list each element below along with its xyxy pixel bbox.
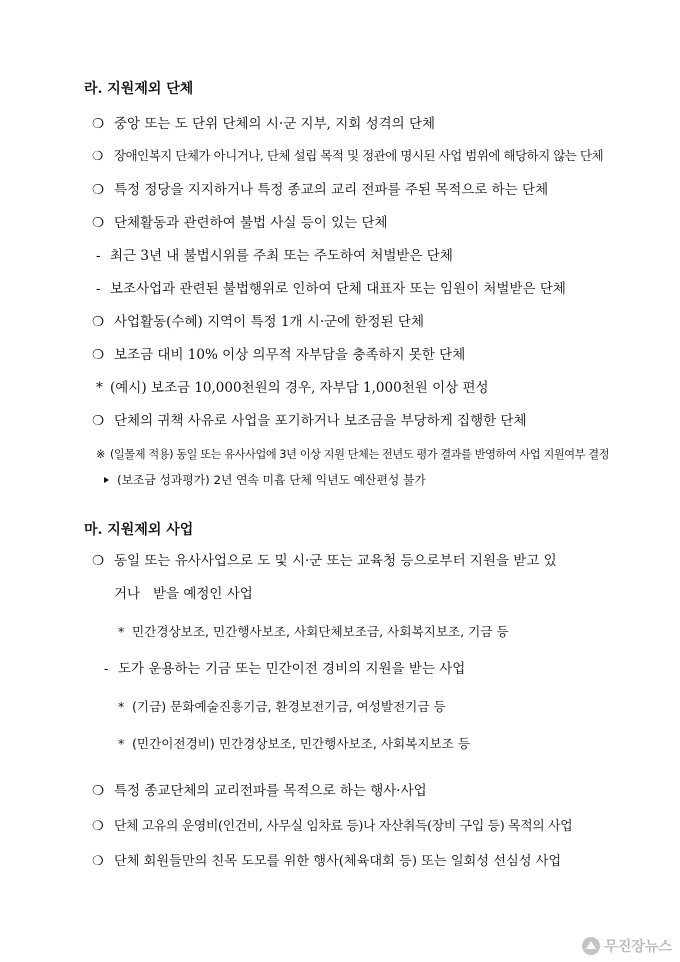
circle-bullet-icon: ❍	[92, 182, 105, 198]
list-item: - 최근 3년 내 불법시위를 주최 또는 주도하여 처벌받은 단체	[96, 248, 453, 264]
star-bullet: *	[118, 624, 125, 639]
list-item: ❍ 사업활동(수혜) 지역이 특정 1개 시·군에 한정된 단체	[92, 314, 424, 330]
reference-note: ※ (일몰제 적용) 동일 또는 유사사업에 3년 이상 지원 단체는 전년도 평가 결과를 반영하여 사업 지원여부 결정	[96, 446, 609, 464]
circle-bullet-icon: ❍	[92, 215, 105, 231]
list-item: ❍ 중앙 또는 도 단위 단체의 시·군 지부, 지회 성격의 단체	[92, 116, 436, 132]
list-item: ❍ 보조금 대비 10% 이상 의무적 자부담을 충족하지 못한 단체	[92, 347, 466, 363]
circle-bullet-icon: ❍	[92, 314, 105, 330]
list-item: ❍ 단체 고유의 운영비(인건비, 사무실 임차료 등)나 자산취득(장비 구입 등) 목적의 사업	[92, 819, 573, 834]
circle-bullet-icon: ❍	[92, 854, 104, 869]
star-bullet: *	[118, 699, 125, 714]
list-item: ❍ 동일 또는 유사사업으로 도 및 시·군 또는 교육청 등으로부터 지원을 받고 있	[92, 553, 557, 569]
list-item: ❍ 특정 정당을 지지하거나 특정 종교의 교리 전파를 주된 목적으로 하는 단체	[92, 182, 549, 198]
triangle-bullet-icon	[104, 477, 109, 483]
dash-bullet: -	[96, 281, 101, 297]
list-item-continuation: 거나 받을 예정인 사업	[114, 586, 253, 602]
example-line: * (기금) 문화예술진흥기금, 환경보전기금, 여성발전기금 등	[118, 699, 446, 714]
list-item: ❍ 특정 종교단체의 교리전파를 목적으로 하는 행사·사업	[92, 783, 427, 799]
example-line: * 민간경상보조, 민간행사보조, 사회단체보조금, 사회복지보조, 기금 등	[118, 624, 509, 639]
list-item: ❍ 장애인복지 단체가 아니거나, 단체 설립 목적 및 정관에 명시된 사업 범위에 해당하지 않는 단체	[92, 148, 604, 163]
circle-bullet-icon: ❍	[92, 413, 105, 429]
list-item: ❍ 단체활동과 관련하여 불법 사실 등이 있는 단체	[92, 215, 388, 231]
dash-bullet: -	[96, 248, 101, 264]
circle-bullet-icon: ❍	[92, 347, 105, 363]
section-ma-heading: 마. 지원제외 사업	[84, 522, 194, 538]
circle-bullet-icon: ❍	[92, 783, 105, 799]
circle-bullet-icon: ❍	[92, 148, 103, 163]
section-ra-heading: 라. 지원제외 단체	[84, 81, 194, 97]
list-item: ❍ 단체의 귀책 사유로 사업을 포기하거나 보조금을 부당하게 집행한 단체	[92, 413, 527, 429]
watermark	[582, 936, 672, 956]
list-item: * (예시) 보조금 10,000천원의 경우, 자부담 1,000천원 이상 편성	[96, 380, 489, 396]
dash-bullet: -	[104, 661, 109, 677]
star-bullet: *	[96, 380, 103, 396]
reference-mark: ※	[96, 448, 105, 461]
list-item: - 도가 운용하는 기금 또는 민간이전 경비의 지원을 받는 사업	[104, 661, 466, 677]
circle-bullet-icon: ❍	[92, 819, 104, 834]
example-line: * (민간이전경비) 민간경상보조, 민간행사보조, 사회복지보조 등	[118, 736, 470, 751]
list-item: - 보조사업과 관련된 불법행위로 인하여 단체 대표자 또는 임원이 처벌받은 단체	[96, 281, 566, 297]
watermark-text: 무진장뉴스	[604, 939, 672, 955]
sub-note: (보조금 성과평가) 2년 연속 미흡 단체 익년도 예산편성 불가	[104, 471, 426, 489]
list-item: ❍ 단체 회원들만의 친목 도모를 위한 행사(체육대회 등) 또는 일회성 선심성 사업	[92, 854, 562, 869]
mountain-logo-icon	[582, 937, 600, 955]
circle-bullet-icon: ❍	[92, 553, 105, 569]
circle-bullet-icon: ❍	[92, 116, 105, 132]
star-bullet: *	[118, 736, 125, 751]
